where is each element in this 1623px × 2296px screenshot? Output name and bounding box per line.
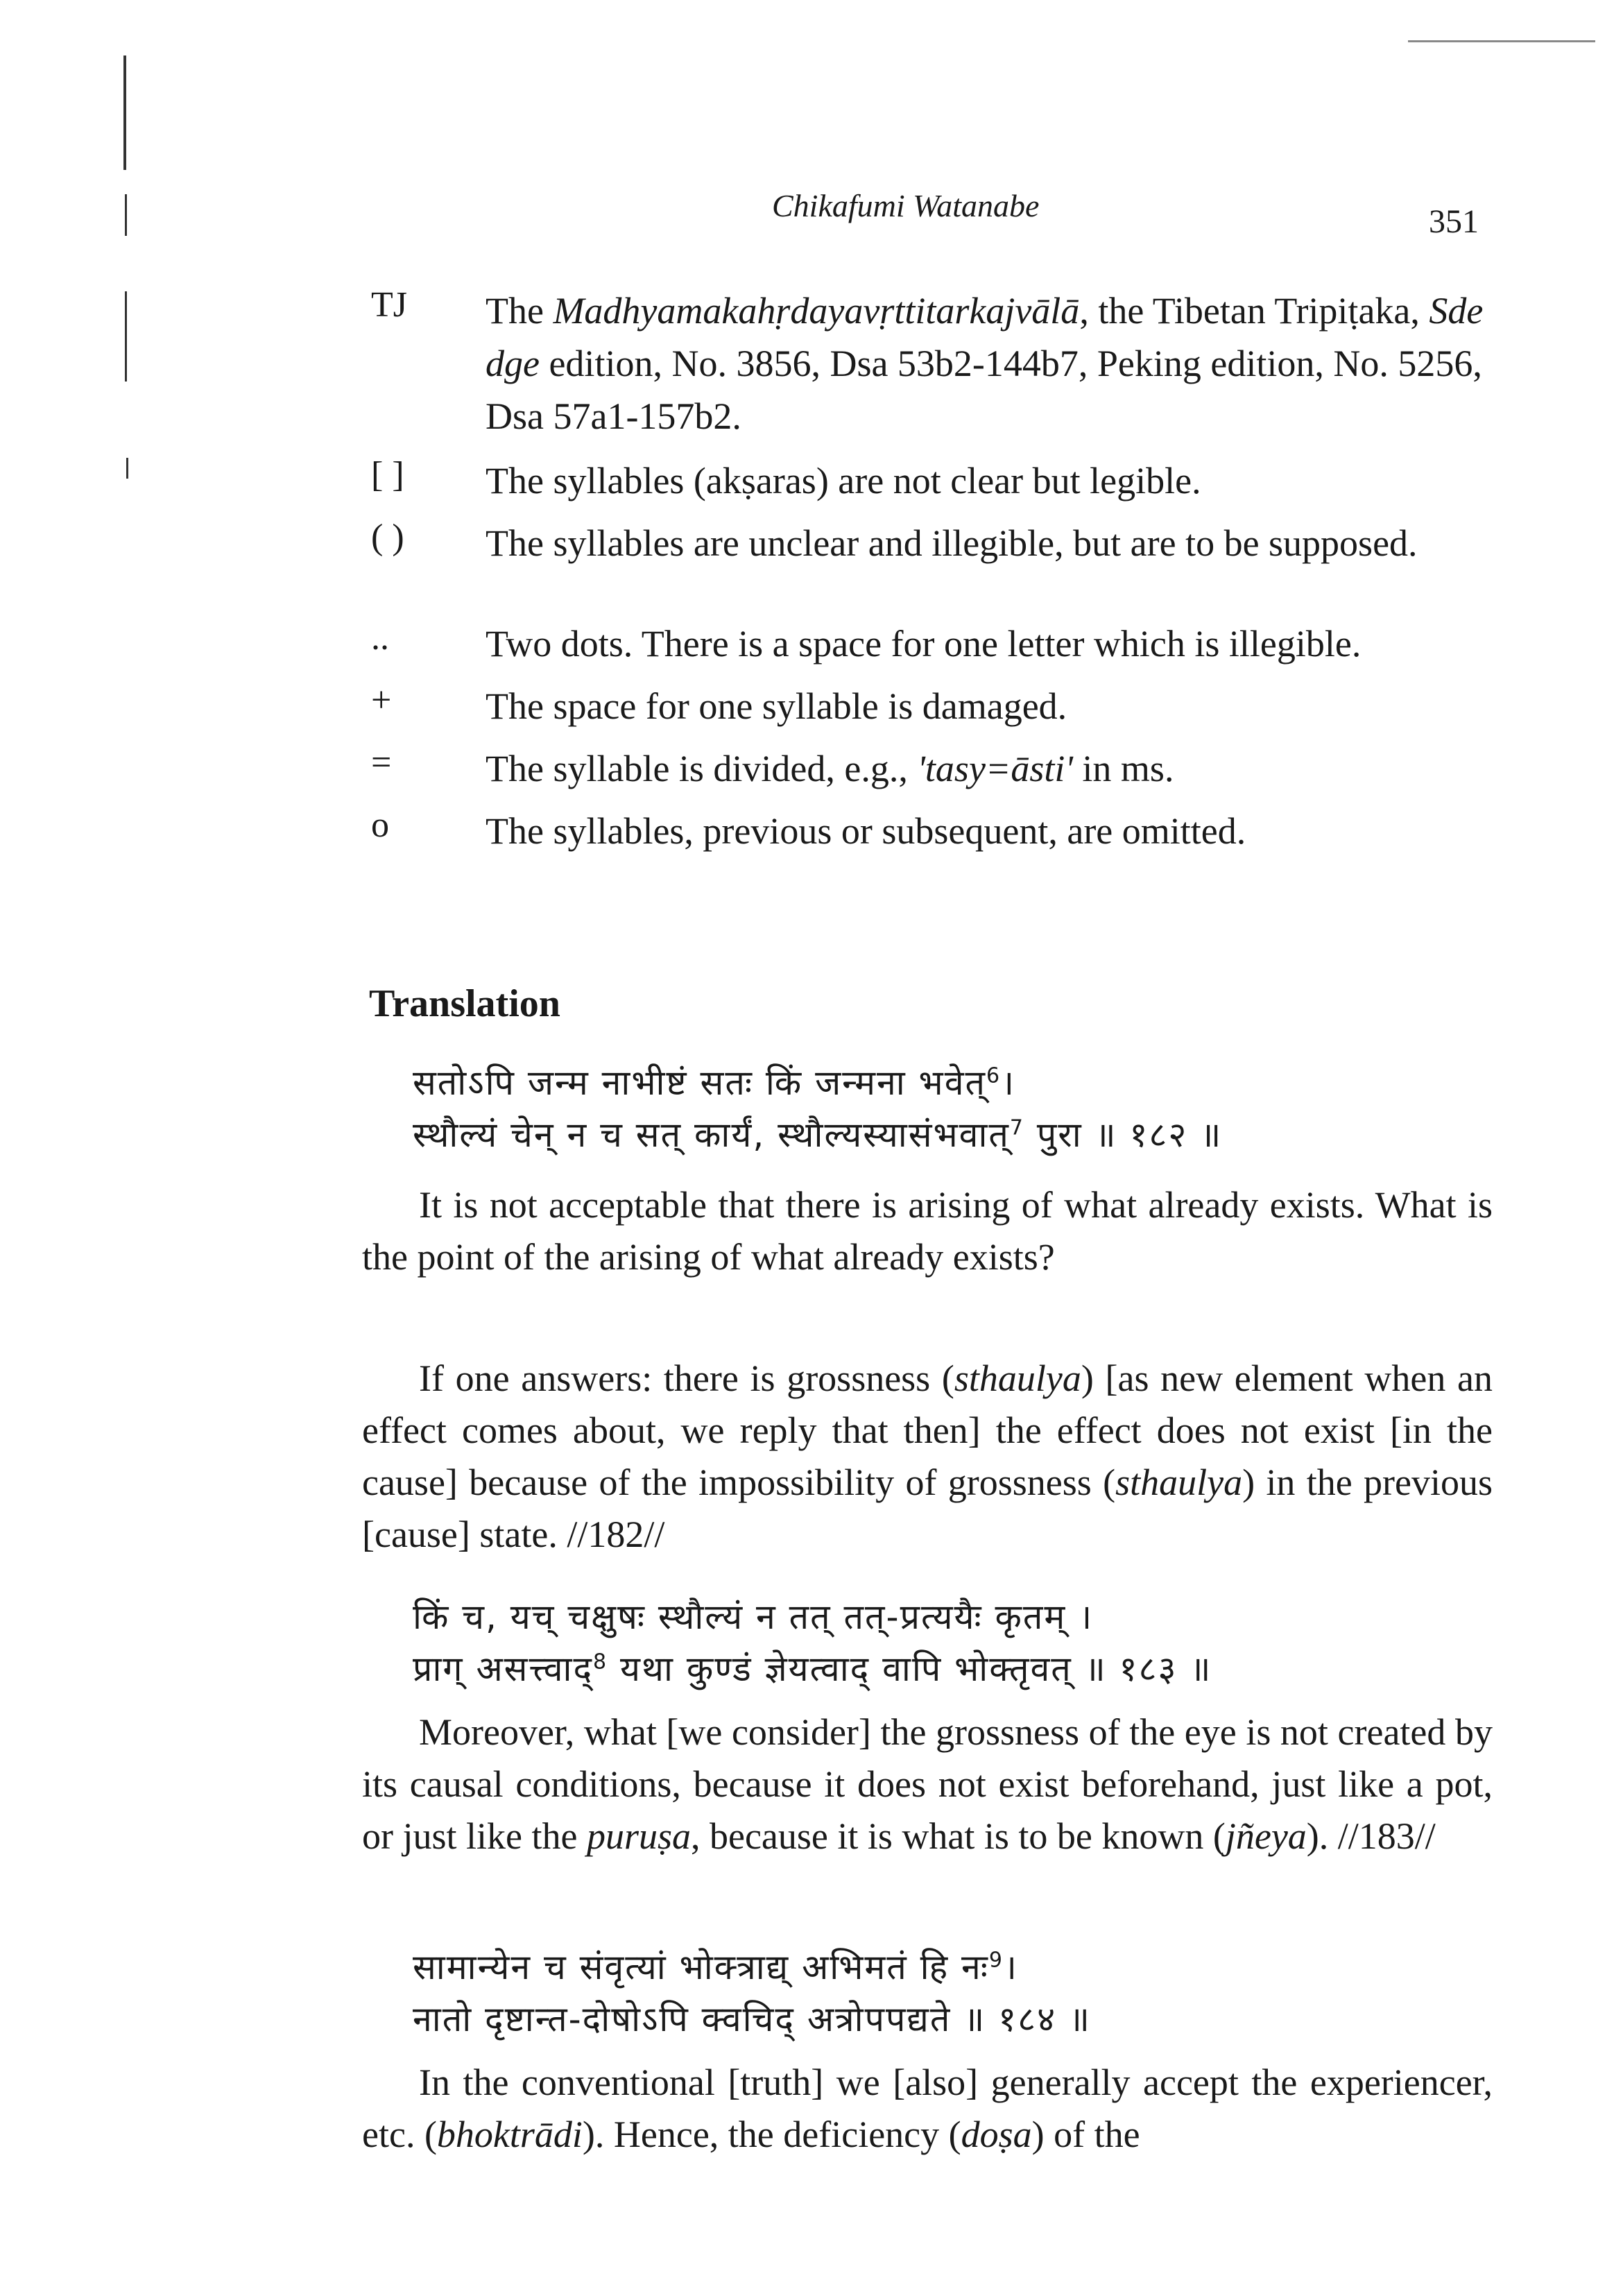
paragraph-182b bbox=[362, 1353, 1493, 1561]
section-heading: Translation bbox=[369, 982, 560, 1025]
abbreviation-description: The syllables (akṣaras) are not clear but legible. bbox=[486, 460, 1201, 502]
text-run: , the Tibetan Tripiṭaka, bbox=[1079, 290, 1429, 332]
scan-artifact bbox=[123, 55, 126, 170]
abbreviation-symbol: = bbox=[371, 743, 392, 782]
text-run: ) [as new element when an effect comes about, we reply that then] the effect does not exist [in the cause] because of the impossibility of grossness ( bbox=[362, 1357, 1493, 1503]
running-title: Chikafumi Watanabe bbox=[772, 188, 1040, 223]
text-run: ) of the bbox=[1031, 2114, 1140, 2155]
italic-text: puruṣa bbox=[586, 1815, 691, 1857]
text-run: Moreover, what [we consider] the grossness of the eye is not created by its causal conditions, because it does not exist beforehand, just like a pot, or just like the bbox=[362, 1711, 1493, 1857]
abbreviation-symbol: .. bbox=[371, 618, 389, 658]
page-number: 351 bbox=[1429, 203, 1479, 240]
footnote-marker: 9 bbox=[988, 1948, 1004, 1973]
text-run: If one answers: there is grossness ( bbox=[419, 1357, 954, 1399]
text-run: In the conventional [truth] we [also] generally accept the experiencer, etc. ( bbox=[362, 2062, 1493, 2155]
paragraph-184 bbox=[362, 2057, 1493, 2161]
italic-text: doṣa bbox=[961, 2114, 1032, 2155]
abbreviation-symbol: + bbox=[371, 680, 392, 720]
abbreviation-symbol: TJ bbox=[371, 285, 407, 325]
verse-182-line-2: स्थौल्यं चेन् न च सत् कार्यं, स्थौल्यस्यासंभवात्$^7$ पुरा ॥ १८२ ॥ bbox=[413, 1115, 1223, 1155]
abbreviation-symbol: [ ] bbox=[371, 455, 404, 495]
text-run: ) in the previous [cause] state. //182// bbox=[362, 1462, 1493, 1555]
verse-184-line-2: नातो दृष्टान्त-दोषोऽपि क्वचिद् अत्रोपपद्यते ॥ १८४ ॥ bbox=[413, 1999, 1091, 2039]
italic-text: sthaulya bbox=[954, 1357, 1081, 1399]
text-run: , because it is what is to be known ( bbox=[690, 1815, 1226, 1857]
scan-artifact bbox=[125, 291, 127, 382]
italic-text: sthaulya bbox=[1115, 1462, 1243, 1503]
verse-182-line-1: सतोऽपि जन्म नाभीष्टं सतः किं जन्मना भवेत्$^6$। bbox=[413, 1063, 1016, 1103]
footnote-marker: 8 bbox=[593, 1650, 608, 1674]
text-run: ). Hence, the deficiency ( bbox=[582, 2114, 961, 2155]
abbreviation-description bbox=[486, 284, 1498, 443]
abbreviation-description: The space for one syllable is damaged. bbox=[486, 685, 1067, 727]
verse-184-line-1: सामान्येन च संवृत्यां भोक्त्राद्य् अभिमतं हि नः$^9$। bbox=[413, 1947, 1018, 1987]
paragraph-182a: It is not acceptable that there is arising of what already exists. What is the point of the arising of what already exists? bbox=[362, 1184, 1493, 1278]
text-run: The bbox=[486, 290, 553, 332]
paragraph-183 bbox=[362, 1706, 1493, 1862]
footnote-marker: 6 bbox=[986, 1063, 1002, 1088]
text-run: The syllable is divided, e.g., bbox=[486, 748, 918, 789]
abbreviation-description: Two dots. There is a space for one letter which is illegible. bbox=[486, 623, 1362, 665]
abbreviation-symbol: o bbox=[371, 805, 389, 845]
italic-text: Sde dge bbox=[486, 290, 1484, 384]
italic-text: jñeya bbox=[1225, 1815, 1307, 1857]
scan-artifact bbox=[126, 458, 128, 479]
text-run: ). //183// bbox=[1306, 1815, 1436, 1857]
text-run: edition, No. 3856, Dsa 53b2-144b7, Peking edition, No. 5256, Dsa 57a1-157b2. bbox=[486, 343, 1482, 437]
verse-183-line-2: प्राग् असत्त्वाद्$^8$ यथा कुण्डं ज्ञेयत्वाद् वापि भोक्तृवत् ॥ १८३ ॥ bbox=[413, 1649, 1212, 1689]
italic-text: Madhyamakahṛdayavṛttitarkajvālā bbox=[553, 290, 1080, 332]
scan-artifact bbox=[125, 194, 127, 236]
footnote-marker: 7 bbox=[1009, 1115, 1024, 1140]
text-run: in ms. bbox=[1072, 748, 1174, 789]
scan-artifact bbox=[1408, 40, 1595, 42]
verse-183-line-1: किं च, यच् चक्षुषः स्थौल्यं न तत् तत्-प्रत्ययैः कृतम् । bbox=[413, 1597, 1094, 1637]
abbreviation-description bbox=[486, 742, 1498, 795]
abbreviation-description: The syllables are unclear and illegible, but are to be supposed. bbox=[486, 522, 1418, 564]
abbreviation-description: The syllables, previous or subsequent, are omitted. bbox=[486, 810, 1246, 852]
abbreviation-symbol: ( ) bbox=[371, 517, 404, 557]
italic-text: 'tasy=āsti' bbox=[917, 748, 1073, 789]
italic-text: bhoktrādi bbox=[436, 2114, 583, 2155]
